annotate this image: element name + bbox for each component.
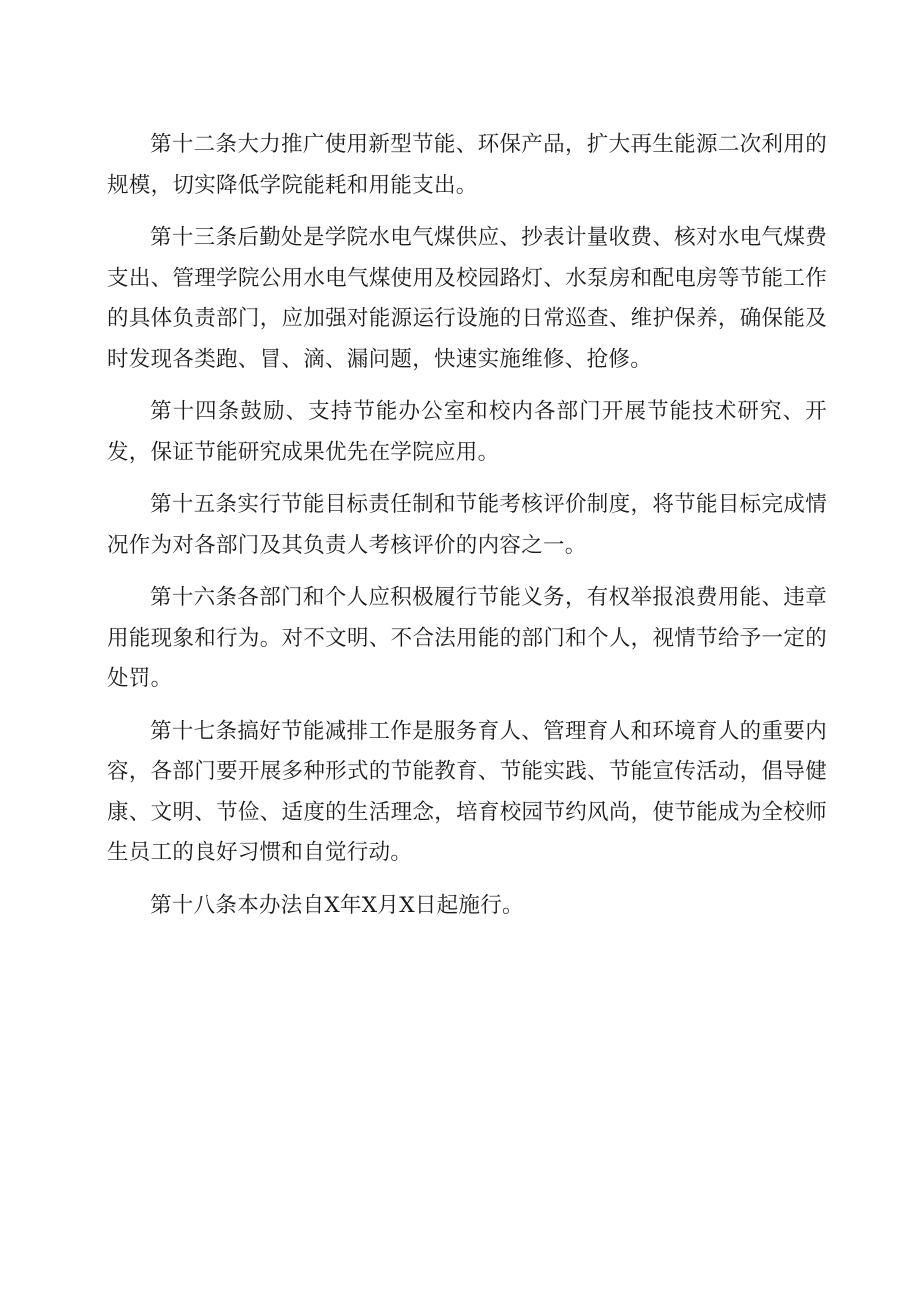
article-12-paragraph: 第十二条大力推广使用新型节能、环保产品，扩大再生能源二次利用的规模，切实降低学院能耗和用能支出。	[107, 132, 827, 198]
article-17-paragraph: 第十七条搞好节能减排工作是服务育人、管理育人和环境育人的重要内容，各部门要开展多种形式的节能教育、节能实践、节能宣传活动，倡导健康、文明、节俭、适度的生活理念，培育校园节约风尚，使节能成为全校师生员工的良好习惯和自觉行动。	[107, 718, 827, 865]
article-18-paragraph: 第十八条本办法自X年X月X日起施行。	[150, 892, 524, 918]
document-body	[107, 125, 827, 938]
article-13-paragraph: 第十三条后勤处是学院水电气煤供应、抄表计量收费、核对水电气煤费支出、管理学院公用水电气煤使用及校园路灯、水泵房和配电房等节能工作的具体负责部门，应加强对能源运行设施的日常巡查、维护保养，确保能及时发现各类跑、冒、滴、漏问题，快速实施维修、抢修。	[107, 225, 827, 372]
article-14-paragraph: 第十四条鼓励、支持节能办公室和校内各部门开展节能技术研究、开发，保证节能研究成果优先在学院应用。	[107, 399, 827, 465]
article-15-paragraph: 第十五条实行节能目标责任制和节能考核评价制度，将节能目标完成情况作为对各部门及其负责人考核评价的内容之一。	[107, 492, 827, 558]
article-16-paragraph: 第十六条各部门和个人应积极履行节能义务，有权举报浪费用能、违章用能现象和行为。对不文明、不合法用能的部门和个人，视情节给予一定的处罚。	[107, 585, 827, 691]
